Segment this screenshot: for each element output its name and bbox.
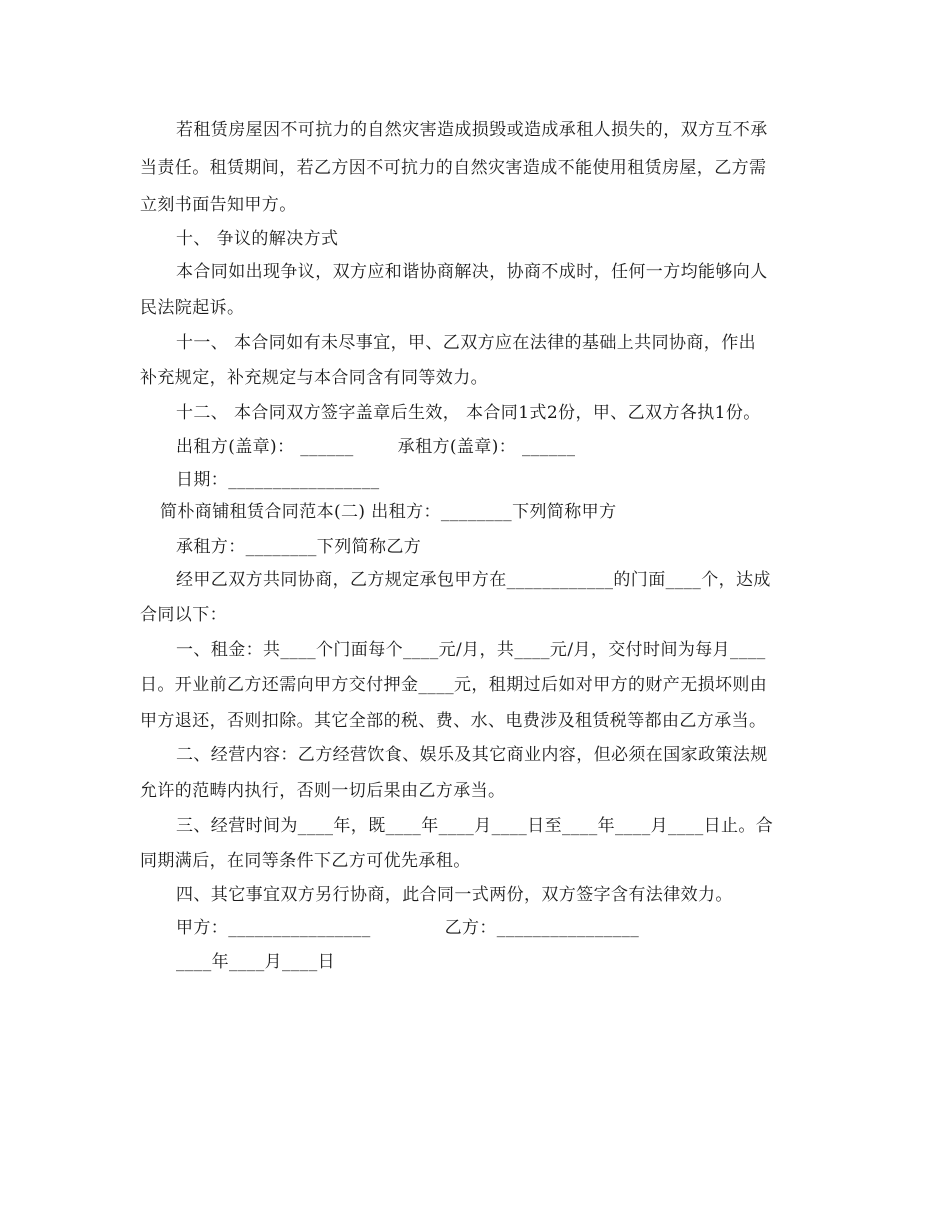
paragraph-line: 立刻书面告知甲方。 [140, 195, 297, 215]
paragraph-line: 民法院起诉。 [140, 298, 245, 318]
paragraph-line: 日。开业前乙方还需向甲方交付押金____元，租期过后如对甲方的财产无损坏则由 [140, 675, 768, 695]
subtitle-line: 简朴商铺租赁合同范本(二) 出租方：________下列简称甲方 [160, 502, 617, 522]
paragraph-line: 三、经营时间为____年，既____年____月____日至____年____月____日止。合 [176, 816, 774, 836]
party-b-field: 乙方：________________ [444, 918, 640, 938]
lessee-seal-field: 承租方(盖章)： ______ [397, 437, 576, 457]
paragraph-line: 本合同如出现争议，双方应和谐协商解决，协商不成时，任何一方均能够向人 [176, 262, 768, 282]
paragraph-line: 经甲乙双方共同协商，乙方规定承包甲方在____________的门面____个，达成 [176, 570, 771, 590]
paragraph-line: 合同以下： [140, 605, 227, 625]
paragraph-line: 补充规定，补充规定与本合同含有同等效力。 [140, 368, 488, 388]
paragraph-line: 同期满后，在同等条件下乙方可优先承租。 [140, 851, 471, 871]
lessor-seal-field: 出租方(盖章)： ______ [176, 437, 354, 457]
date-field: 日期：_________________ [176, 470, 380, 490]
section-heading: 十、 争议的解决方式 [176, 229, 339, 249]
paragraph-line: 十一、 本合同如有未尽事宜，甲、乙双方应在法律的基础上共同协商，作出 [176, 333, 757, 353]
paragraph-line: 承租方：________下列简称乙方 [176, 537, 422, 557]
paragraph-line: 一、租金：共____个门面每个____元/月，共____元/月，交付时间为每月____ [176, 640, 766, 660]
paragraph-line: 十二、 本合同双方签字盖章后生效， 本合同1式2份，甲、乙双方各执1份。 [176, 403, 761, 423]
paragraph-line: 四、其它事宜双方另行协商，此合同一式两份，双方签字含有法律效力。 [176, 885, 733, 905]
paragraph-line: 若租赁房屋因不可抗力的自然灾害造成损毁或造成承租人损失的，双方互不承 [176, 120, 768, 140]
signature-line [176, 916, 639, 940]
paragraph-line: 甲方退还，否则扣除。其它全部的税、费、水、电费涉及租赁税等都由乙方承当。 [140, 711, 767, 731]
paragraph-line: 允许的范畴内执行，否则一切后果由乙方承当。 [140, 781, 506, 801]
paragraph-line: 当责任。租赁期间，若乙方因不可抗力的自然灾害造成不能使用租赁房屋，乙方需 [140, 158, 767, 178]
signature-line [176, 435, 575, 459]
paragraph-line: 二、经营内容：乙方经营饮食、娱乐及其它商业内容，但必须在国家政策法规 [176, 745, 768, 765]
date-field: ____年____月____日 [176, 952, 335, 972]
party-a-field: 甲方：________________ [176, 918, 371, 938]
